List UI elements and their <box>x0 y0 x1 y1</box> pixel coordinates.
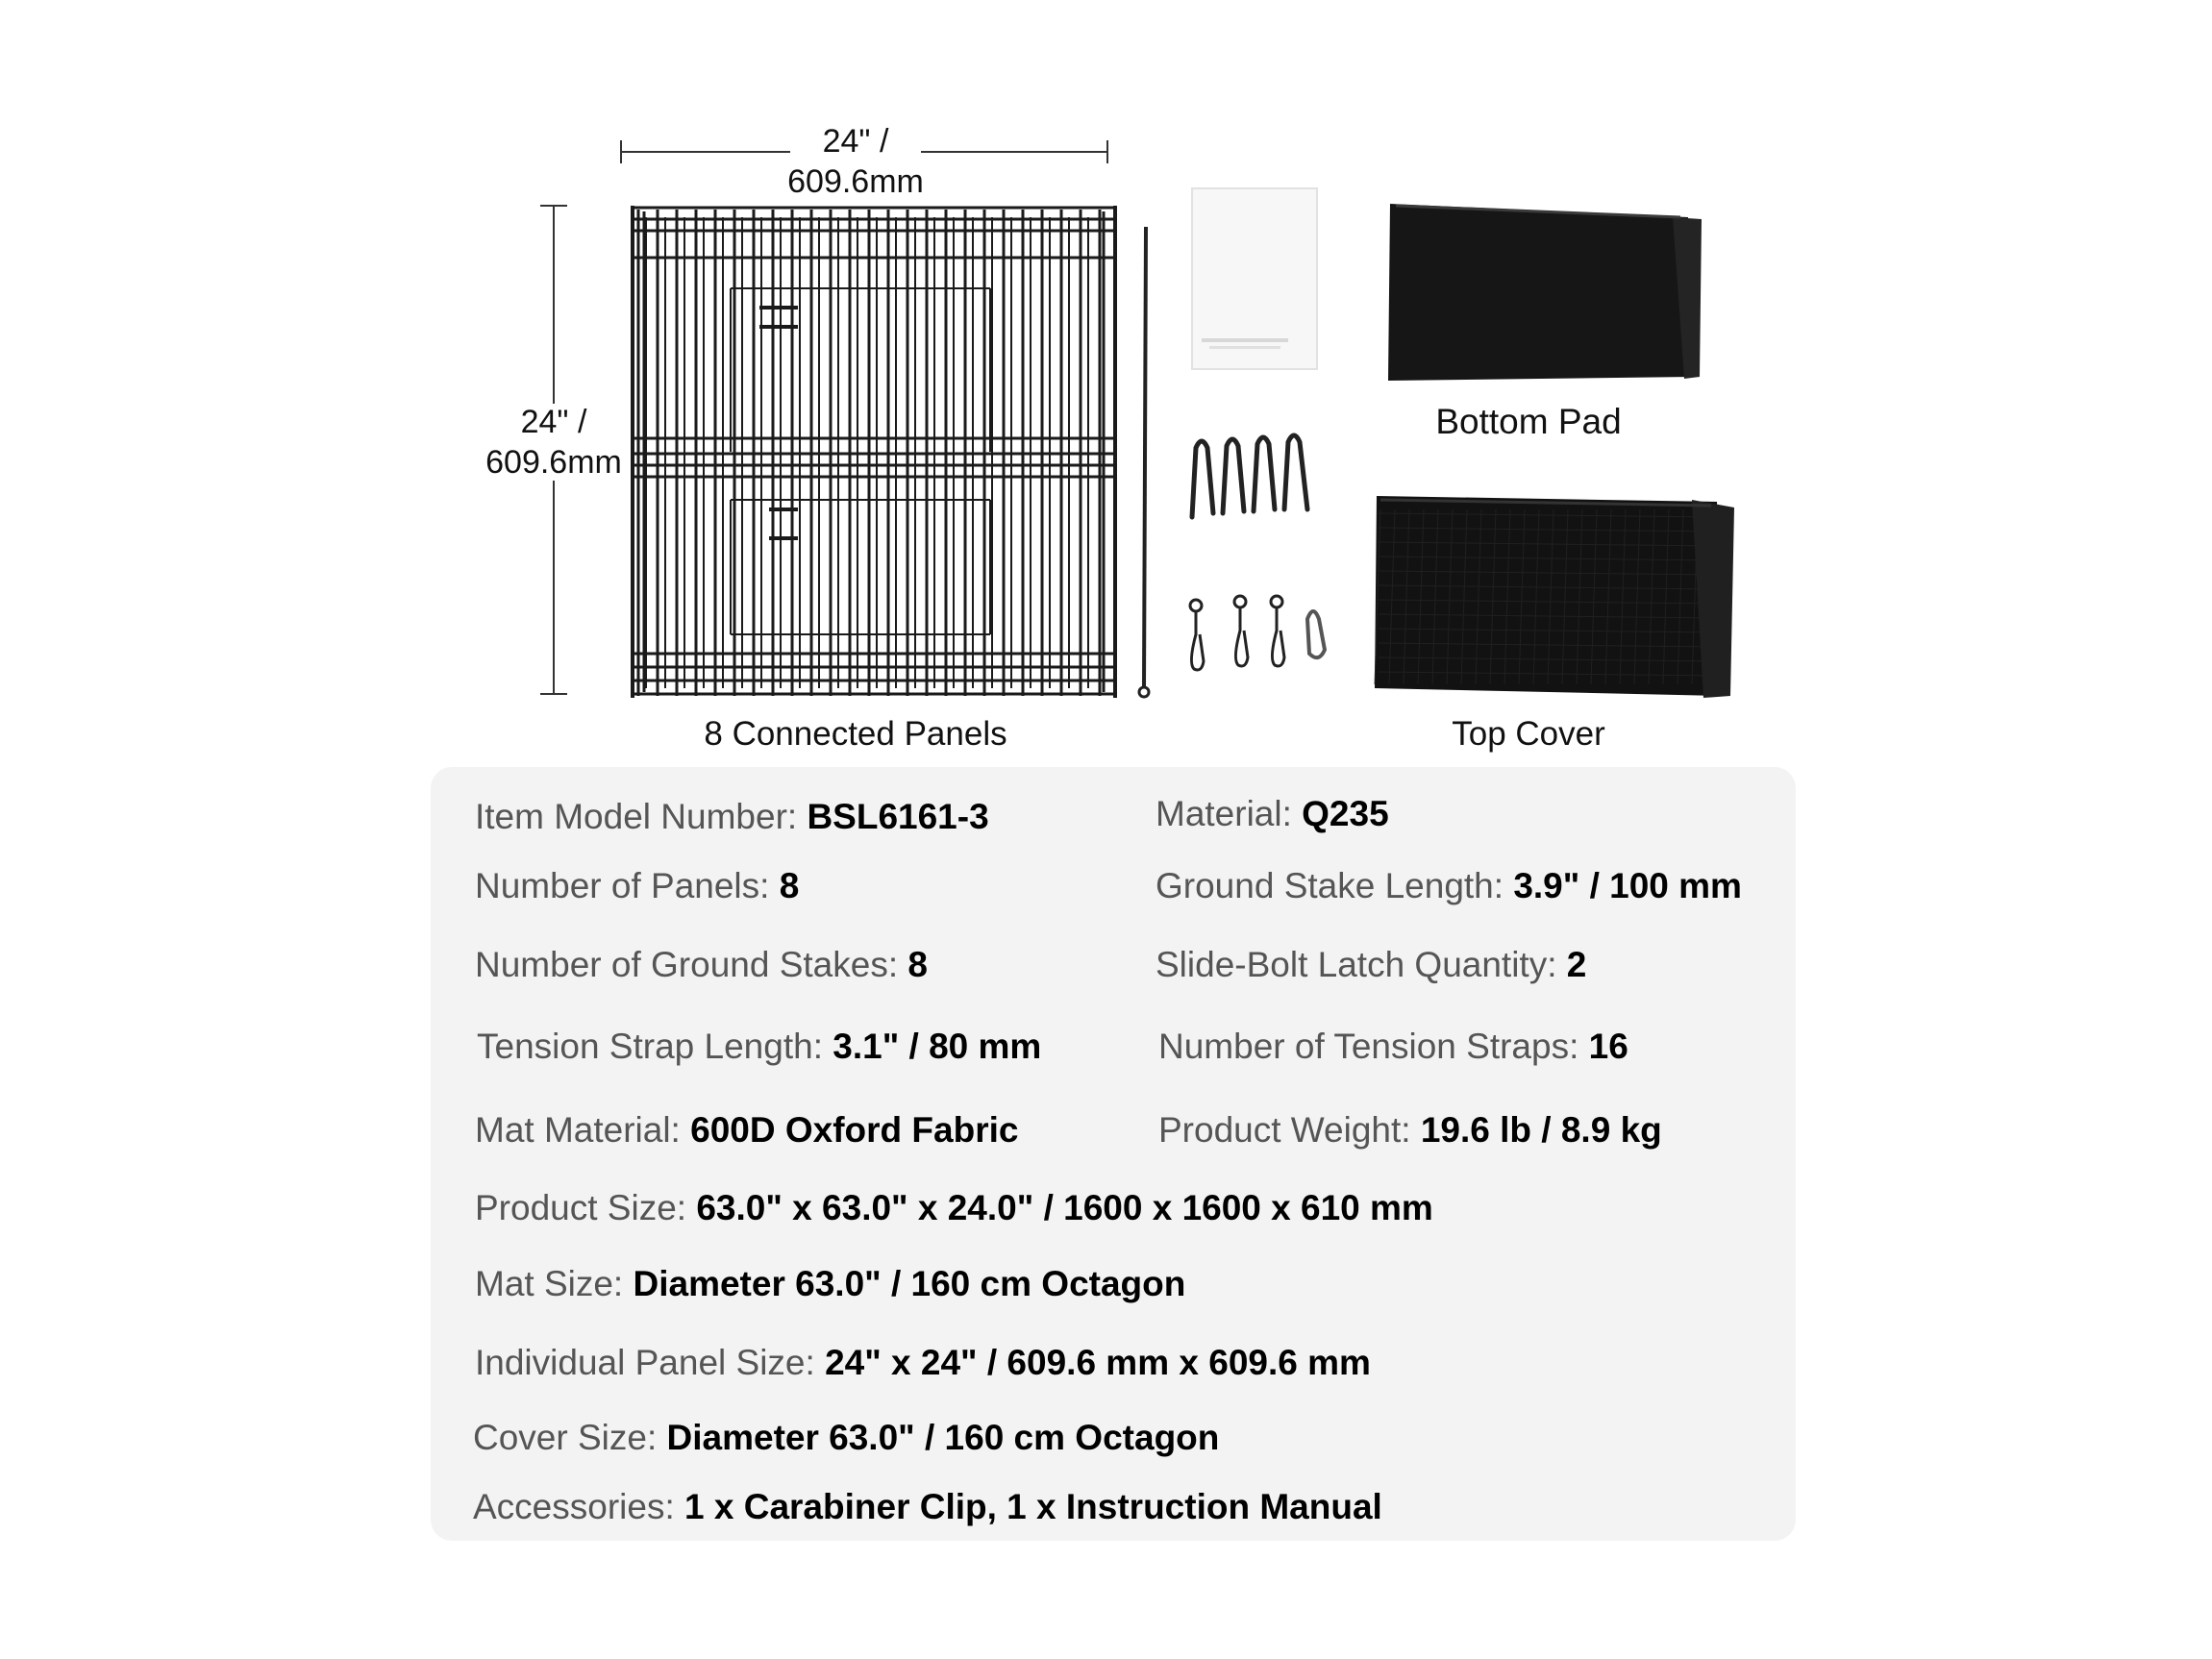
spec-label: Cover Size: <box>473 1418 667 1457</box>
spec-label: Product Weight: <box>1158 1110 1421 1150</box>
spec-value: 3.1" / 80 mm <box>833 1027 1042 1066</box>
panels-caption: 8 Connected Panels <box>704 715 1007 753</box>
spec-mat-material <box>475 1109 1018 1151</box>
spec-ground-stake-length <box>1156 865 1742 907</box>
height-label-line2: 609.6mm <box>485 444 622 481</box>
spec-product-weight <box>1158 1109 1662 1151</box>
spec-value: 600D Oxford Fabric <box>690 1110 1019 1150</box>
spec-value: 3.9" / 100 mm <box>1513 866 1742 905</box>
spec-label: Individual Panel Size: <box>475 1343 826 1382</box>
top-cover-image <box>1375 496 1734 698</box>
spec-label: Number of Ground Stakes: <box>475 945 908 984</box>
spec-label: Number of Panels: <box>475 866 780 905</box>
instruction-manual-image <box>1192 188 1317 369</box>
spec-mat-size <box>475 1263 1185 1305</box>
spec-accessories <box>473 1486 1382 1528</box>
bottom-pad-image <box>1388 204 1702 381</box>
carabiner-clip-image <box>1307 611 1325 657</box>
spec-label: Mat Material: <box>475 1110 691 1150</box>
spec-value: 8 <box>779 866 800 905</box>
spec-label: Accessories: <box>473 1487 685 1526</box>
height-label-line1: 24" / <box>520 404 587 440</box>
spec-value: Q235 <box>1302 794 1389 833</box>
spec-label: Slide-Bolt Latch Quantity: <box>1156 945 1567 984</box>
spec-value: Diameter 63.0" / 160 cm Octagon <box>666 1418 1220 1457</box>
spec-value: 19.6 lb / 8.9 kg <box>1420 1110 1662 1150</box>
top-cover-caption: Top Cover <box>1452 715 1605 753</box>
spec-label: Tension Strap Length: <box>477 1027 833 1066</box>
spec-product-size <box>475 1187 1433 1229</box>
spec-value: 24" x 24" / 609.6 mm x 609.6 mm <box>825 1343 1371 1382</box>
spec-label: Ground Stake Length: <box>1156 866 1514 905</box>
height-dimension-label <box>448 402 659 483</box>
spec-value: 2 <box>1566 945 1587 984</box>
spec-item-model-number <box>475 796 989 838</box>
ground-stakes-image <box>1192 435 1307 517</box>
bottom-pad-caption: Bottom Pad <box>1435 402 1622 441</box>
spec-label: Mat Size: <box>475 1264 634 1303</box>
spec-value: 1 x Carabiner Clip, 1 x Instruction Manual <box>684 1487 1382 1526</box>
product-illustration <box>0 0 2212 769</box>
spec-cover-size <box>473 1417 1219 1459</box>
spec-label: Material: <box>1156 794 1303 833</box>
spec-value: 8 <box>907 945 928 984</box>
spec-value: 16 <box>1588 1027 1628 1066</box>
width-label-line2: 609.6mm <box>787 163 924 200</box>
spec-number-of-panels <box>475 865 799 907</box>
spec-value: BSL6161-3 <box>807 797 989 836</box>
spec-individual-panel-size <box>475 1342 1371 1384</box>
spec-tension-strap-length <box>477 1026 1041 1068</box>
rod-image <box>1139 227 1149 697</box>
width-dimension-label <box>750 121 961 202</box>
width-label-line1: 24" / <box>822 123 889 160</box>
spec-label: Product Size: <box>475 1188 697 1227</box>
spec-label: Number of Tension Straps: <box>1158 1027 1589 1066</box>
tension-straps-image <box>1190 596 1284 670</box>
spec-slide-bolt-latch-quantity <box>1156 944 1586 986</box>
wire-panels-image <box>633 206 1115 698</box>
spec-value: Diameter 63.0" / 160 cm Octagon <box>633 1264 1186 1303</box>
spec-number-of-ground-stakes <box>475 944 928 986</box>
spec-value: 63.0" x 63.0" x 24.0" / 1600 x 1600 x 610 mm <box>696 1188 1433 1227</box>
spec-number-of-tension-straps <box>1158 1026 1628 1068</box>
spec-material <box>1156 793 1389 835</box>
spec-label: Item Model Number: <box>475 797 808 836</box>
